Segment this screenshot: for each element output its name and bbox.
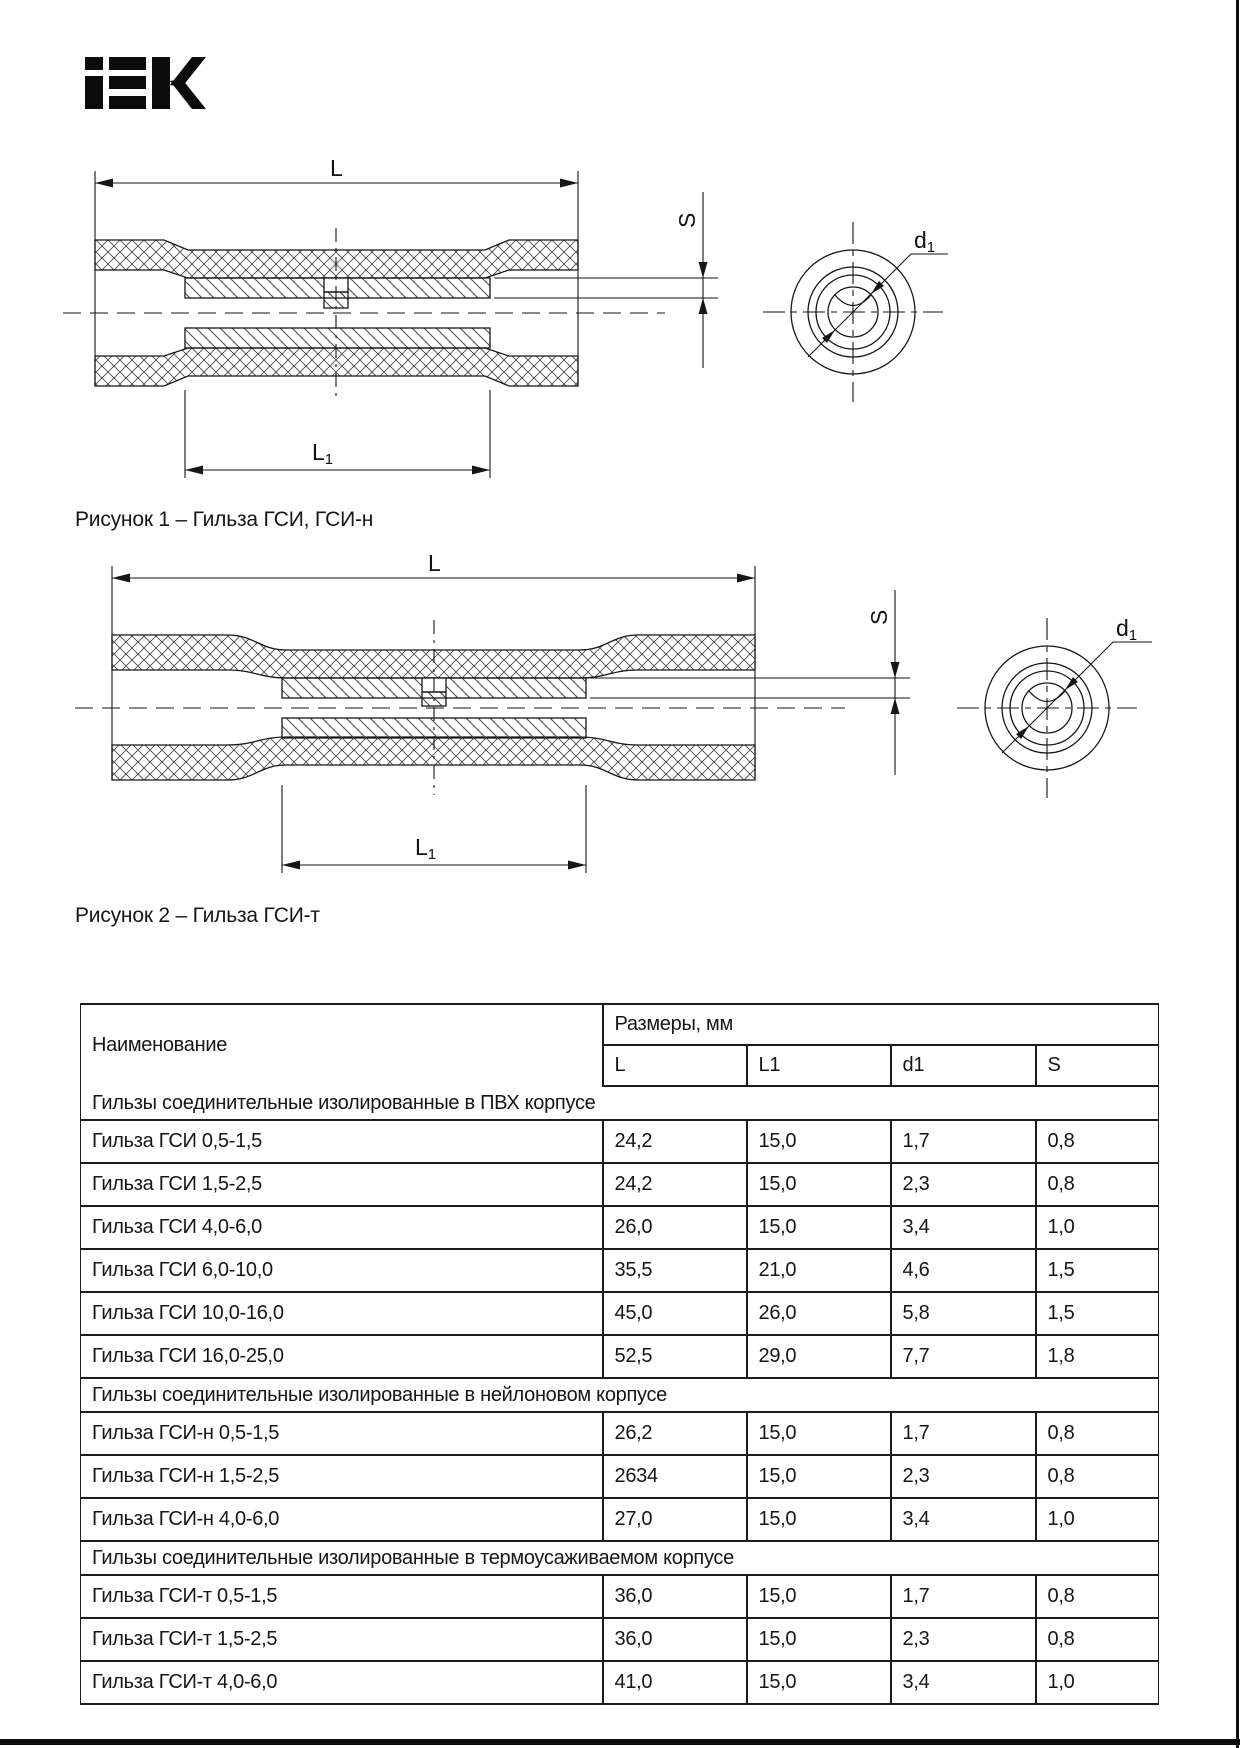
row-value-cell: 24,2 — [603, 1120, 747, 1163]
table-row — [81, 1292, 1159, 1335]
row-value-cell: 3,4 — [891, 1206, 1036, 1249]
row-value-cell: 36,0 — [603, 1575, 747, 1618]
row-value-cell: 2634 — [603, 1455, 747, 1498]
table-row — [81, 1498, 1159, 1541]
row-value-cell: 1,5 — [1036, 1249, 1159, 1292]
row-value-cell: 1,8 — [1036, 1335, 1159, 1378]
row-value-cell: 36,0 — [603, 1618, 747, 1661]
row-value-cell: 35,5 — [603, 1249, 747, 1292]
row-value-cell: 1,7 — [891, 1575, 1036, 1618]
figure2-drawing — [75, 550, 1152, 873]
row-name-cell: Гильза ГСИ 10,0-16,0 — [81, 1292, 603, 1335]
row-name-cell: Гильза ГСИ-т 4,0-6,0 — [81, 1661, 603, 1704]
row-value-cell: 0,8 — [1036, 1120, 1159, 1163]
row-value-cell: 3,4 — [891, 1661, 1036, 1704]
row-value-cell: 0,8 — [1036, 1618, 1159, 1661]
row-value-cell: 21,0 — [747, 1249, 891, 1292]
row-name-cell: Гильза ГСИ 4,0-6,0 — [81, 1206, 603, 1249]
table-row — [81, 1206, 1159, 1249]
column-header-L1: L1 — [747, 1045, 891, 1086]
table-row — [81, 1163, 1159, 1206]
row-value-cell: 1,0 — [1036, 1661, 1159, 1704]
fig2-dim-label-d1: d1 — [1116, 615, 1138, 644]
row-value-cell: 3,4 — [891, 1498, 1036, 1541]
column-header-d1: d1 — [891, 1045, 1036, 1086]
figure2-caption: Рисунок 2 – Гильза ГСИ-т — [75, 904, 320, 927]
row-value-cell: 15,0 — [747, 1618, 891, 1661]
table-row — [81, 1249, 1159, 1292]
row-name-cell: Гильза ГСИ-н 0,5-1,5 — [81, 1412, 603, 1455]
fig1-dim-label-S: S — [674, 212, 700, 228]
row-value-cell: 4,6 — [891, 1249, 1036, 1292]
row-value-cell: 26,0 — [603, 1206, 747, 1249]
table-section-row — [81, 1378, 1159, 1412]
table-section-title: Гильзы соединительные изолированные в термоусаживаемом корпусе — [81, 1541, 1159, 1575]
row-name-cell: Гильза ГСИ-н 1,5-2,5 — [81, 1455, 603, 1498]
table-row — [81, 1335, 1159, 1378]
row-value-cell: 7,7 — [891, 1335, 1036, 1378]
dimensions-table — [80, 1003, 1159, 1705]
figure1-drawing — [63, 155, 948, 478]
fig1-dim-label-d1: d1 — [914, 227, 936, 256]
row-value-cell: 41,0 — [603, 1661, 747, 1704]
row-value-cell: 15,0 — [747, 1498, 891, 1541]
row-value-cell: 29,0 — [747, 1335, 891, 1378]
row-name-cell: Гильза ГСИ 16,0-25,0 — [81, 1335, 603, 1378]
row-value-cell: 45,0 — [603, 1292, 747, 1335]
row-value-cell: 0,8 — [1036, 1455, 1159, 1498]
row-value-cell: 1,5 — [1036, 1292, 1159, 1335]
row-value-cell: 26,2 — [603, 1412, 747, 1455]
row-value-cell: 1,0 — [1036, 1206, 1159, 1249]
column-header-name: Наименование — [81, 1004, 603, 1086]
row-value-cell: 26,0 — [747, 1292, 891, 1335]
row-name-cell: Гильза ГСИ 6,0-10,0 — [81, 1249, 603, 1292]
row-value-cell: 15,0 — [747, 1661, 891, 1704]
table-row — [81, 1661, 1159, 1704]
table-row — [81, 1412, 1159, 1455]
table-row — [81, 1455, 1159, 1498]
row-value-cell: 0,8 — [1036, 1575, 1159, 1618]
table-section-row — [81, 1541, 1159, 1575]
row-name-cell: Гильза ГСИ 1,5-2,5 — [81, 1163, 603, 1206]
row-value-cell: 0,8 — [1036, 1412, 1159, 1455]
row-name-cell: Гильза ГСИ-н 4,0-6,0 — [81, 1498, 603, 1541]
table-row — [81, 1618, 1159, 1661]
row-value-cell: 5,8 — [891, 1292, 1036, 1335]
row-value-cell: 1,7 — [891, 1412, 1036, 1455]
row-value-cell: 15,0 — [747, 1575, 891, 1618]
row-value-cell: 1,7 — [891, 1120, 1036, 1163]
row-value-cell: 2,3 — [891, 1455, 1036, 1498]
row-value-cell: 24,2 — [603, 1163, 747, 1206]
table-section-row — [81, 1086, 1159, 1120]
table-row — [81, 1120, 1159, 1163]
row-name-cell: Гильза ГСИ 0,5-1,5 — [81, 1120, 603, 1163]
row-value-cell: 27,0 — [603, 1498, 747, 1541]
fig2-dim-label-L1: L1 — [415, 834, 437, 863]
fig1-dim-label-L1: L1 — [312, 439, 334, 468]
row-value-cell: 0,8 — [1036, 1163, 1159, 1206]
table-section-title: Гильзы соединительные изолированные в ПВХ корпусе — [81, 1086, 1159, 1120]
row-name-cell: Гильза ГСИ-т 0,5-1,5 — [81, 1575, 603, 1618]
figure2-end-view — [957, 618, 1152, 798]
page-bottom-edge — [0, 1739, 1240, 1745]
column-header-L: L — [603, 1045, 747, 1086]
fig1-dim-label-L: L — [330, 155, 343, 181]
fig2-dim-label-S: S — [866, 609, 892, 625]
figure1-caption: Рисунок 1 – Гильза ГСИ, ГСИ-н — [75, 508, 374, 531]
table-row — [81, 1575, 1159, 1618]
dimension-table-body — [81, 1004, 1159, 1704]
row-value-cell: 15,0 — [747, 1455, 891, 1498]
fig2-dim-label-L: L — [428, 550, 441, 576]
row-value-cell: 15,0 — [747, 1206, 891, 1249]
table-header-row-1 — [81, 1004, 1159, 1045]
row-value-cell: 2,3 — [891, 1163, 1036, 1206]
row-value-cell: 1,0 — [1036, 1498, 1159, 1541]
column-header-sizes: Размеры, мм — [603, 1004, 1159, 1045]
table-section-title: Гильзы соединительные изолированные в нейлоновом корпусе — [81, 1378, 1159, 1412]
row-value-cell: 2,3 — [891, 1618, 1036, 1661]
page-right-edge — [1236, 0, 1239, 1748]
row-name-cell: Гильза ГСИ-т 1,5-2,5 — [81, 1618, 603, 1661]
row-value-cell: 52,5 — [603, 1335, 747, 1378]
column-header-S: S — [1036, 1045, 1159, 1086]
row-value-cell: 15,0 — [747, 1120, 891, 1163]
row-value-cell: 15,0 — [747, 1163, 891, 1206]
row-value-cell: 15,0 — [747, 1412, 891, 1455]
